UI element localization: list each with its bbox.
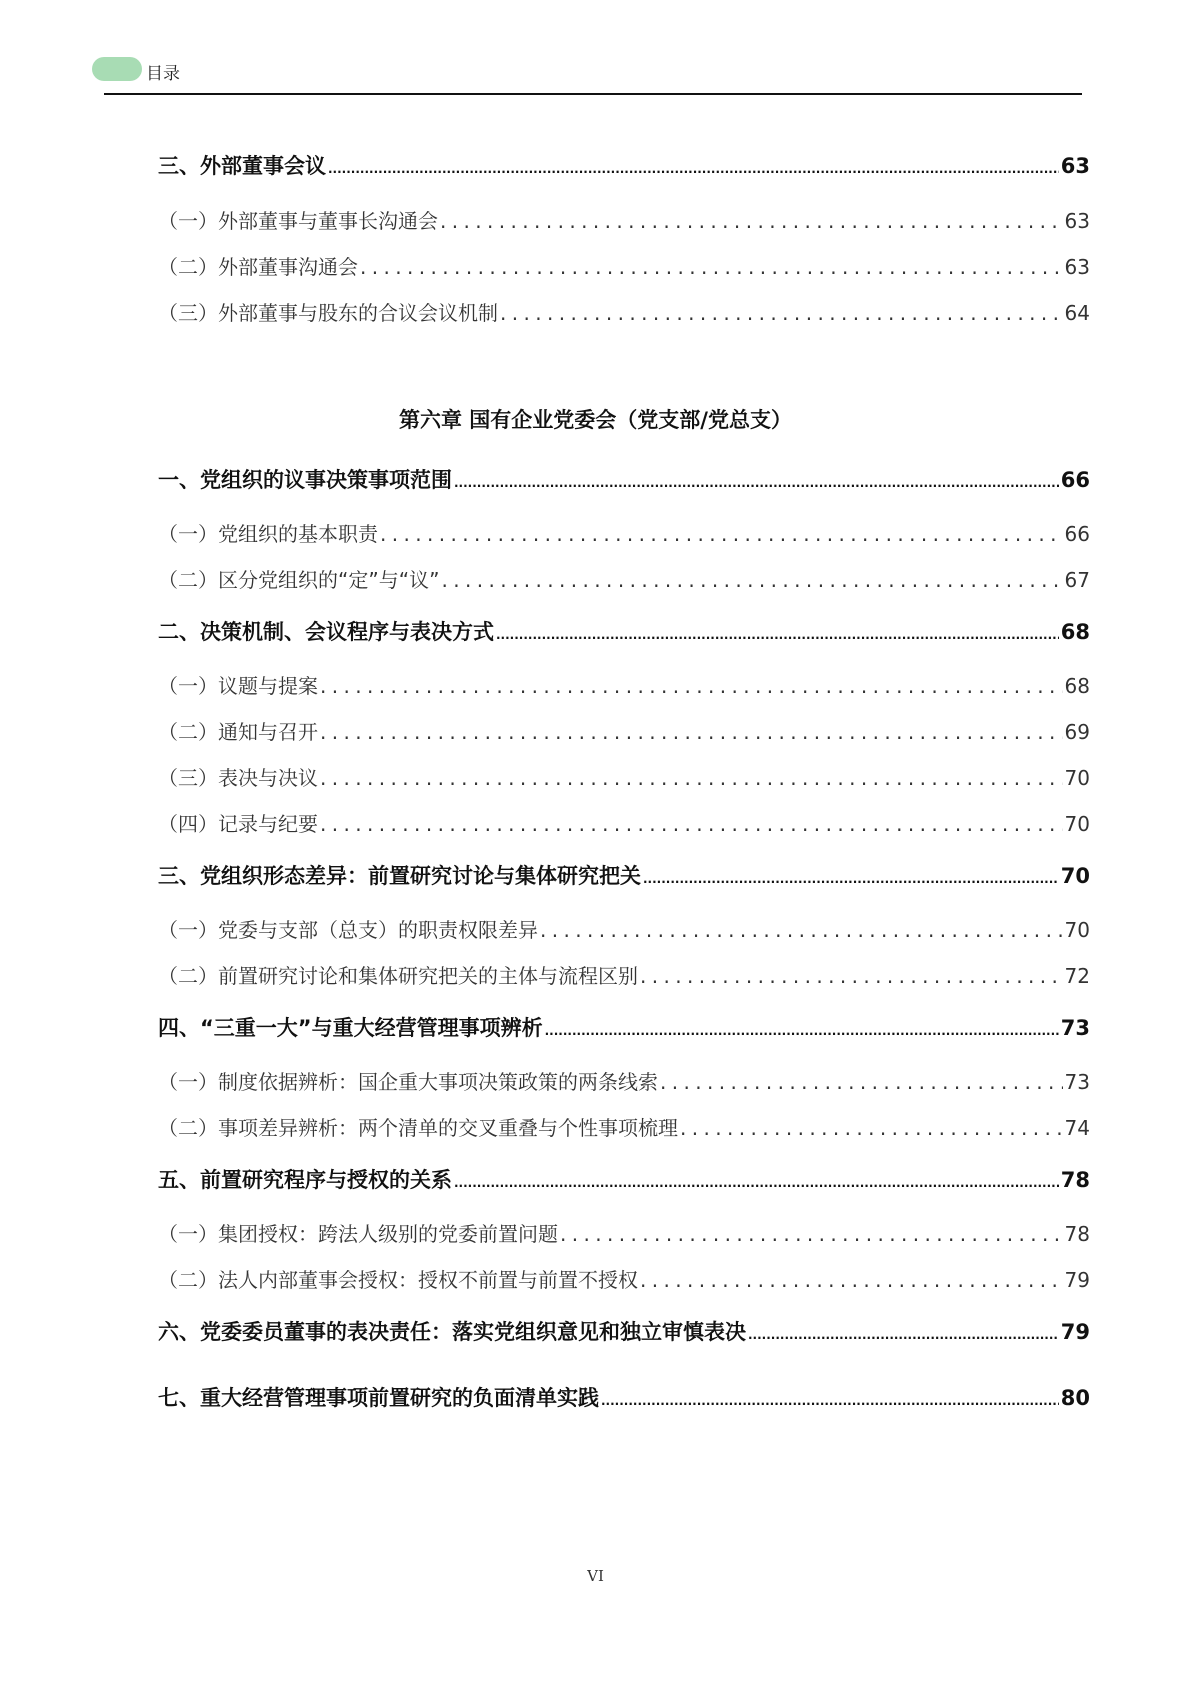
toc-entry-page: 74 bbox=[1064, 1116, 1090, 1140]
toc-entry-page: 70 bbox=[1064, 766, 1090, 790]
page-number: VI bbox=[587, 1567, 604, 1585]
toc-entry-page: 79 bbox=[1064, 1268, 1090, 1292]
toc-leader-dots bbox=[496, 628, 1059, 642]
toc-entry-title: （四）记录与纪要 bbox=[158, 812, 318, 836]
header-rule bbox=[104, 93, 1082, 95]
toc-section-entry[interactable] bbox=[158, 150, 1090, 180]
toc-entry-page: 73 bbox=[1060, 1016, 1090, 1040]
toc-entry-page: 70 bbox=[1064, 812, 1090, 836]
toc-subsection-entry[interactable] bbox=[158, 670, 1090, 699]
toc-leader-dots bbox=[540, 918, 1063, 942]
toc-entry-title: （一）议题与提案 bbox=[158, 674, 318, 698]
toc-entry-title: 四、“三重一大”与重大经营管理事项辨析 bbox=[158, 1016, 543, 1040]
toc-leader-dots bbox=[680, 1116, 1063, 1140]
chapter-title: 第六章 国有企业党委会（党支部/党总支） bbox=[399, 407, 792, 432]
toc-leader-dots bbox=[640, 1268, 1063, 1292]
toc-entry-title: （一）党组织的基本职责 bbox=[158, 522, 378, 546]
toc-leader-dots bbox=[560, 1222, 1063, 1246]
toc-leader-dots bbox=[320, 674, 1063, 698]
toc-leader-dots bbox=[454, 1176, 1059, 1190]
toc-entry-title: 三、外部董事会议 bbox=[158, 154, 326, 178]
page-header bbox=[92, 55, 1082, 95]
header-tab-marker bbox=[92, 57, 142, 81]
toc-entry-title: 七、重大经营管理事项前置研究的负面清单实践 bbox=[158, 1386, 599, 1410]
toc-section-entry[interactable] bbox=[158, 1012, 1090, 1042]
toc-section-entry[interactable] bbox=[158, 616, 1090, 646]
toc-leader-dots bbox=[360, 255, 1063, 279]
toc-entry-title: 一、党组织的议事决策事项范围 bbox=[158, 468, 452, 492]
toc-leader-dots bbox=[500, 301, 1063, 325]
toc-leader-dots bbox=[320, 720, 1063, 744]
toc-subsection-entry[interactable] bbox=[158, 564, 1090, 593]
header-title: 目录 bbox=[146, 64, 180, 84]
toc-section-entry[interactable] bbox=[158, 464, 1090, 494]
toc-subsection-entry[interactable] bbox=[158, 716, 1090, 745]
toc-entry-title: （二）外部董事沟通会 bbox=[158, 255, 358, 279]
toc-leader-dots bbox=[640, 964, 1063, 988]
toc-subsection-entry[interactable] bbox=[158, 914, 1090, 943]
toc-subsection-entry[interactable] bbox=[158, 518, 1090, 547]
toc-subsection-entry[interactable] bbox=[158, 1112, 1090, 1141]
toc-section-entry[interactable] bbox=[158, 860, 1090, 890]
toc-leader-dots bbox=[643, 872, 1059, 886]
toc-subsection-entry[interactable] bbox=[158, 205, 1090, 234]
toc-section-entry[interactable] bbox=[158, 1382, 1090, 1412]
toc-subsection-entry[interactable] bbox=[158, 1218, 1090, 1247]
toc-entry-page: 68 bbox=[1064, 674, 1090, 698]
toc-entry-page: 78 bbox=[1060, 1168, 1090, 1192]
toc-subsection-entry[interactable] bbox=[158, 1264, 1090, 1293]
toc-entry-title: （三）表决与决议 bbox=[158, 766, 318, 790]
toc-leader-dots bbox=[328, 162, 1059, 176]
toc-subsection-entry[interactable] bbox=[158, 297, 1090, 326]
toc-entry-page: 73 bbox=[1064, 1070, 1090, 1094]
toc-entry-title: （一）党委与支部（总支）的职责权限差异 bbox=[158, 918, 538, 942]
toc-entry-title: 六、党委委员董事的表决责任：落实党组织意见和独立审慎表决 bbox=[158, 1320, 746, 1344]
toc-entry-title: 二、决策机制、会议程序与表决方式 bbox=[158, 620, 494, 644]
toc-entry-title: （一）制度依据辨析：国企重大事项决策政策的两条线索 bbox=[158, 1070, 658, 1094]
toc-leader-dots bbox=[545, 1024, 1059, 1038]
toc-section-entry[interactable] bbox=[158, 1164, 1090, 1194]
toc-entry-page: 79 bbox=[1060, 1320, 1090, 1344]
toc-entry-page: 63 bbox=[1064, 209, 1090, 233]
toc-entry-title: （二）事项差异辨析：两个清单的交叉重叠与个性事项梳理 bbox=[158, 1116, 678, 1140]
toc-entry-page: 78 bbox=[1064, 1222, 1090, 1246]
toc-entry-page: 63 bbox=[1060, 154, 1090, 178]
toc-leader-dots bbox=[660, 1070, 1063, 1094]
toc-entry-page: 70 bbox=[1060, 864, 1090, 888]
toc-entry-title: （一）集团授权：跨法人级别的党委前置问题 bbox=[158, 1222, 558, 1246]
toc-entry-page: 70 bbox=[1064, 918, 1090, 942]
toc-entry-page: 66 bbox=[1060, 468, 1090, 492]
toc-subsection-entry[interactable] bbox=[158, 808, 1090, 837]
toc-entry-title: （二）前置研究讨论和集体研究把关的主体与流程区别 bbox=[158, 964, 638, 988]
toc-leader-dots bbox=[748, 1328, 1059, 1342]
toc-section-entry[interactable] bbox=[158, 1316, 1090, 1346]
toc-subsection-entry[interactable] bbox=[158, 762, 1090, 791]
toc-leader-dots bbox=[320, 812, 1063, 836]
toc-entry-title: （二）区分党组织的“定”与“议” bbox=[158, 568, 440, 592]
toc-entry-title: （三）外部董事与股东的合议会议机制 bbox=[158, 301, 498, 325]
toc-leader-dots bbox=[380, 522, 1063, 546]
toc-entry-title: 五、前置研究程序与授权的关系 bbox=[158, 1168, 452, 1192]
toc-entry-title: 三、党组织形态差异：前置研究讨论与集体研究把关 bbox=[158, 864, 641, 888]
toc-entry-title: （二）通知与召开 bbox=[158, 720, 318, 744]
toc-leader-dots bbox=[441, 568, 1062, 592]
toc-entry-page: 69 bbox=[1064, 720, 1090, 744]
toc-entry-title: （一）外部董事与董事长沟通会 bbox=[158, 209, 438, 233]
toc-leader-dots bbox=[601, 1394, 1059, 1408]
toc-entry-page: 64 bbox=[1064, 301, 1090, 325]
toc-entry-page: 72 bbox=[1064, 964, 1090, 988]
toc-subsection-entry[interactable] bbox=[158, 1066, 1090, 1095]
toc-entry-page: 66 bbox=[1064, 522, 1090, 546]
toc-leader-dots bbox=[320, 766, 1063, 790]
toc-subsection-entry[interactable] bbox=[158, 960, 1090, 989]
toc-entry-page: 63 bbox=[1064, 255, 1090, 279]
toc-entry-page: 80 bbox=[1060, 1386, 1090, 1410]
toc-leader-dots bbox=[440, 209, 1063, 233]
toc-leader-dots bbox=[454, 476, 1059, 490]
toc-entry-page: 67 bbox=[1064, 568, 1090, 592]
toc-subsection-entry[interactable] bbox=[158, 251, 1090, 280]
toc-entry-title: （二）法人内部董事会授权：授权不前置与前置不授权 bbox=[158, 1268, 638, 1292]
toc-entry-page: 68 bbox=[1060, 620, 1090, 644]
